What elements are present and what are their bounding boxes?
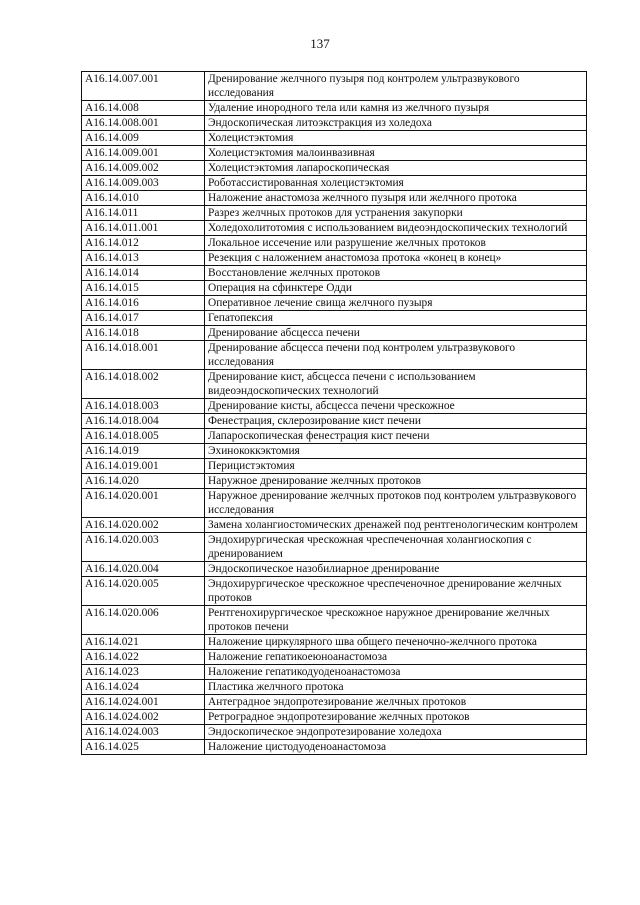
table-row xyxy=(82,444,587,459)
service-name-cell: Операция на сфинктере Одди xyxy=(205,281,587,296)
table-row xyxy=(82,131,587,146)
service-name-cell: Оперативное лечение свища желчного пузыря xyxy=(205,296,587,311)
table-row xyxy=(82,176,587,191)
service-code-cell: A16.14.020 xyxy=(82,474,205,489)
table-row xyxy=(82,116,587,131)
service-code-cell: A16.14.018.005 xyxy=(82,429,205,444)
table-row xyxy=(82,695,587,710)
service-name-cell: Наложение цистодуоденоанастомоза xyxy=(205,740,587,755)
service-code-cell: A16.14.018.001 xyxy=(82,341,205,370)
table-row xyxy=(82,311,587,326)
table-row xyxy=(82,326,587,341)
service-code-cell: A16.14.009.003 xyxy=(82,176,205,191)
table-row xyxy=(82,680,587,695)
table-row xyxy=(82,650,587,665)
service-code-cell: A16.14.008.001 xyxy=(82,116,205,131)
table-row xyxy=(82,459,587,474)
service-code-cell: A16.14.009.001 xyxy=(82,146,205,161)
service-code-cell: A16.14.018.002 xyxy=(82,370,205,399)
table-row xyxy=(82,533,587,562)
table-row xyxy=(82,236,587,251)
table-row xyxy=(82,725,587,740)
table-row xyxy=(82,635,587,650)
service-name-cell: Наложение циркулярного шва общего печеночно-желчного протока xyxy=(205,635,587,650)
service-codes-table xyxy=(81,71,587,755)
service-name-cell: Эндохирургическая чрескожная чреспеченочная холангиоскопия с дренированием xyxy=(205,533,587,562)
table-row xyxy=(82,489,587,518)
service-name-cell: Наружное дренирование желчных протоков xyxy=(205,474,587,489)
service-name-cell: Дренирование желчного пузыря под контролем ультразвукового исследования xyxy=(205,72,587,101)
table-row xyxy=(82,606,587,635)
table-row xyxy=(82,281,587,296)
service-code-cell: A16.14.011.001 xyxy=(82,221,205,236)
service-name-cell: Замена холангиостомических дренажей под рентгенологическим контролем xyxy=(205,518,587,533)
service-code-cell: A16.14.008 xyxy=(82,101,205,116)
service-code-cell: A16.14.007.001 xyxy=(82,72,205,101)
table-row xyxy=(82,296,587,311)
service-code-cell: A16.14.016 xyxy=(82,296,205,311)
service-name-cell: Холецистэктомия малоинвазивная xyxy=(205,146,587,161)
table-row xyxy=(82,266,587,281)
service-code-cell: A16.14.014 xyxy=(82,266,205,281)
service-code-cell: A16.14.025 xyxy=(82,740,205,755)
service-code-cell: A16.14.020.004 xyxy=(82,562,205,577)
service-code-cell: A16.14.018.004 xyxy=(82,414,205,429)
service-code-cell: A16.14.024.002 xyxy=(82,710,205,725)
service-name-cell: Рентгенохирургическое чрескожное наружное дренирование желчных протоков печени xyxy=(205,606,587,635)
service-name-cell: Эндоскопическое назобилиарное дренирование xyxy=(205,562,587,577)
service-code-cell: A16.14.019 xyxy=(82,444,205,459)
service-name-cell: Локальное иссечение или разрушение желчных протоков xyxy=(205,236,587,251)
table-row xyxy=(82,710,587,725)
table-row xyxy=(82,740,587,755)
service-name-cell: Пластика желчного протока xyxy=(205,680,587,695)
table-row xyxy=(82,562,587,577)
service-name-cell: Эхинококкэктомия xyxy=(205,444,587,459)
table-row xyxy=(82,518,587,533)
service-code-cell: A16.14.009 xyxy=(82,131,205,146)
page-number: 137 xyxy=(310,36,330,51)
service-code-cell: A16.14.021 xyxy=(82,635,205,650)
table-body xyxy=(82,72,587,755)
service-name-cell: Дренирование абсцесса печени под контролем ультразвукового исследования xyxy=(205,341,587,370)
service-name-cell: Ретроградное эндопротезирование желчных протоков xyxy=(205,710,587,725)
service-code-cell: A16.14.015 xyxy=(82,281,205,296)
service-name-cell: Дренирование кист, абсцесса печени с использованием видеоэндоскопических технологий xyxy=(205,370,587,399)
table-row xyxy=(82,370,587,399)
service-name-cell: Роботассистированная холецистэктомия xyxy=(205,176,587,191)
service-name-cell: Антеградное эндопротезирование желчных протоков xyxy=(205,695,587,710)
service-name-cell: Наложение гепатикодуоденоанастомоза xyxy=(205,665,587,680)
service-code-cell: A16.14.024 xyxy=(82,680,205,695)
service-name-cell: Удаление инородного тела или камня из желчного пузыря xyxy=(205,101,587,116)
table-row xyxy=(82,101,587,116)
table-row xyxy=(82,251,587,266)
table-row xyxy=(82,341,587,370)
service-name-cell: Дренирование абсцесса печени xyxy=(205,326,587,341)
service-code-cell: A16.14.022 xyxy=(82,650,205,665)
table-row xyxy=(82,429,587,444)
table-row xyxy=(82,206,587,221)
service-code-cell: A16.14.020.005 xyxy=(82,577,205,606)
table-row xyxy=(82,161,587,176)
service-code-cell: A16.14.011 xyxy=(82,206,205,221)
service-name-cell: Резекция с наложением анастомоза протока «конец в конец» xyxy=(205,251,587,266)
service-name-cell: Дренирование кисты, абсцесса печени чрескожное xyxy=(205,399,587,414)
service-name-cell: Фенестрация, склерозирование кист печени xyxy=(205,414,587,429)
service-code-cell: A16.14.020.002 xyxy=(82,518,205,533)
service-name-cell: Эндохирургическое чрескожное чреспеченочное дренирование желчных протоков xyxy=(205,577,587,606)
service-name-cell: Наложение гепатикоеюноанастомоза xyxy=(205,650,587,665)
service-code-cell: A16.14.009.002 xyxy=(82,161,205,176)
service-code-cell: A16.14.020.006 xyxy=(82,606,205,635)
service-name-cell: Холедохолитотомия с использованием видеоэндоскопических технологий xyxy=(205,221,587,236)
table-row xyxy=(82,399,587,414)
table-row xyxy=(82,577,587,606)
service-name-cell: Перицистэктомия xyxy=(205,459,587,474)
service-name-cell: Холецистэктомия xyxy=(205,131,587,146)
service-name-cell: Эндоскопическое эндопротезирование холедоха xyxy=(205,725,587,740)
table-row xyxy=(82,665,587,680)
service-code-cell: A16.14.024.003 xyxy=(82,725,205,740)
service-code-cell: A16.14.020.001 xyxy=(82,489,205,518)
service-code-cell: A16.14.023 xyxy=(82,665,205,680)
service-code-cell: A16.14.017 xyxy=(82,311,205,326)
service-code-cell: A16.14.018 xyxy=(82,326,205,341)
service-code-cell: A16.14.010 xyxy=(82,191,205,206)
table-row xyxy=(82,72,587,101)
service-name-cell: Наружное дренирование желчных протоков под контролем ультразвукового исследования xyxy=(205,489,587,518)
service-code-cell: A16.14.018.003 xyxy=(82,399,205,414)
service-code-cell: A16.14.013 xyxy=(82,251,205,266)
service-name-cell: Эндоскопическая литоэкстракция из холедоха xyxy=(205,116,587,131)
service-name-cell: Разрез желчных протоков для устранения закупорки xyxy=(205,206,587,221)
table-row xyxy=(82,414,587,429)
service-code-cell: A16.14.024.001 xyxy=(82,695,205,710)
table-row xyxy=(82,191,587,206)
service-name-cell: Гепатопексия xyxy=(205,311,587,326)
service-code-cell: A16.14.019.001 xyxy=(82,459,205,474)
service-name-cell: Наложение анастомоза желчного пузыря или желчного протока xyxy=(205,191,587,206)
service-code-cell: A16.14.012 xyxy=(82,236,205,251)
service-name-cell: Восстановление желчных протоков xyxy=(205,266,587,281)
table-row xyxy=(82,474,587,489)
service-code-cell: A16.14.020.003 xyxy=(82,533,205,562)
service-name-cell: Лапароскопическая фенестрация кист печени xyxy=(205,429,587,444)
table-row xyxy=(82,146,587,161)
service-name-cell: Холецистэктомия лапароскопическая xyxy=(205,161,587,176)
table-row xyxy=(82,221,587,236)
